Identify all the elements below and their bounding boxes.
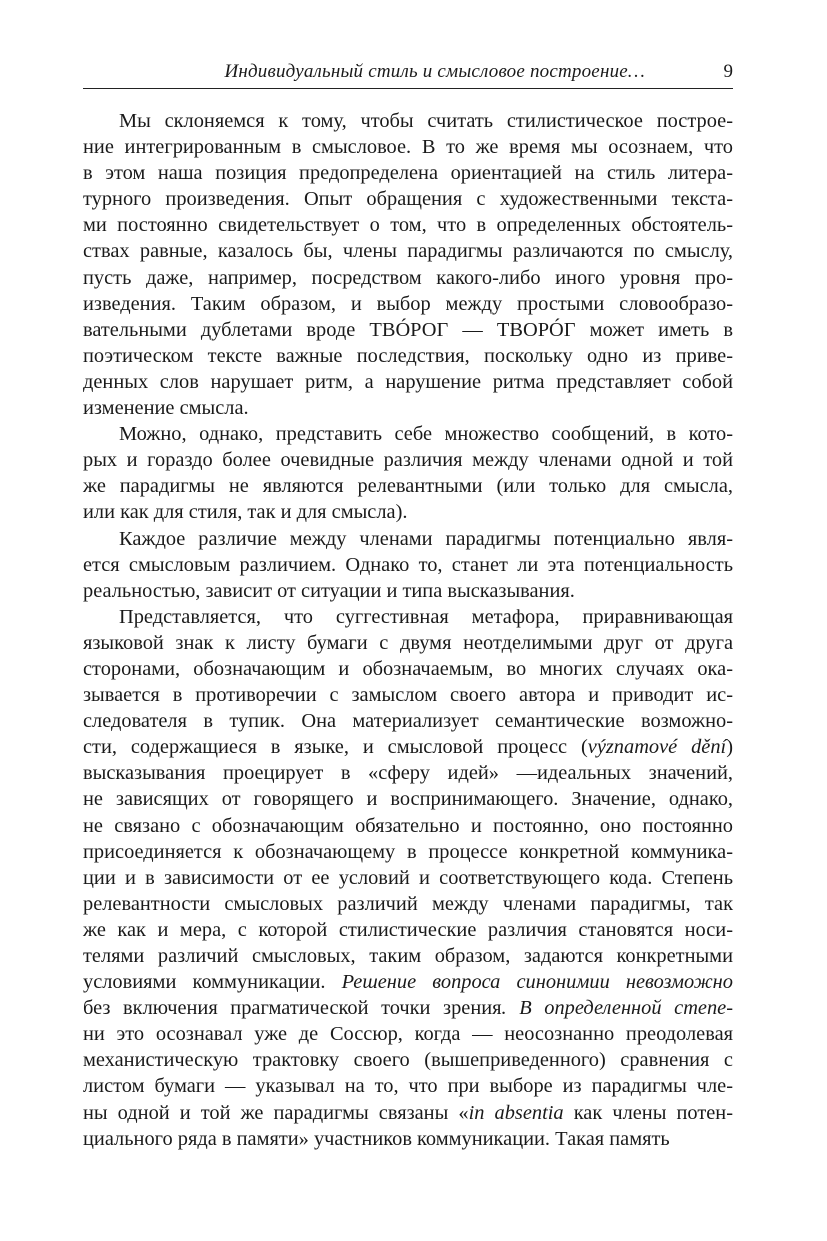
text-line — [83, 578, 733, 604]
paragraph — [83, 526, 733, 604]
text-segment: как члены потен- — [563, 1101, 733, 1124]
text-segment: вательными дублетами вроде ТВÓРОГ — ТВОРÓГ может иметь в — [83, 318, 733, 341]
text-segment: турного произведения. Опыт обращения с художественными текста- — [83, 188, 733, 211]
text-segment: релевантности смысловых различий между членами парадигмы, так — [83, 892, 733, 915]
text-line — [83, 656, 733, 682]
text-segment: изведения. Таким образом, и выбор между простыми словообразо- — [83, 292, 733, 315]
text-segment: высказывания проецирует в «сферу идей» —идеальных значений, — [83, 762, 733, 785]
text-line — [83, 447, 733, 473]
text-segment: присоединяется к обозначающему в процессе конкретной коммуника- — [83, 840, 733, 863]
text-segment: ны одной и той же парадигмы связаны « — [83, 1101, 469, 1124]
text-segment: денных слов нарушает ритм, а нарушение ритма представляет собой — [83, 370, 733, 393]
text-segment: или как для стиля, так и для смысла). — [83, 501, 408, 524]
italic-text: . В определенной степе- — [501, 997, 734, 1020]
text-line — [83, 1021, 733, 1047]
running-title: Индивидуальный стиль и смысловое построение… — [224, 61, 645, 82]
text-segment: зывается в противоречии с замыслом своего автора и приводит ис- — [83, 684, 733, 707]
text-line — [83, 839, 733, 865]
text-segment: изменение смысла. — [83, 397, 249, 420]
text-line — [83, 421, 733, 447]
text-line — [83, 1126, 733, 1152]
text-segment: же парадигмы не являются релевантными (или только для смысла, — [83, 475, 733, 498]
text-segment: сторонами, обозначающим и обозначаемым, во многих случаях ока- — [83, 657, 733, 680]
text-line — [83, 265, 733, 291]
text-segment: циального ряда в памяти» участников коммуникации. Такая память — [83, 1127, 670, 1150]
text-segment: телями различий смысловых, таким образом, задаются конкретными — [83, 945, 733, 967]
text-line — [83, 1047, 733, 1073]
text-line — [83, 917, 733, 943]
text-segment: условиями коммуникации. — [83, 971, 342, 994]
text-segment: же как и мера, с которой стилистические различия становятся носи- — [83, 918, 733, 941]
text-segment: ствах равные, казалось бы, члены парадигмы различаются по смыслу, — [83, 240, 733, 263]
text-line — [83, 552, 733, 578]
text-segment: механистическую трактовку своего (вышеприведенного) сравнения с — [83, 1049, 733, 1072]
text-segment: реальностью, зависит от ситуации и типа высказывания. — [83, 579, 575, 602]
text-line — [83, 708, 733, 734]
text-line — [83, 865, 733, 891]
text-line — [83, 317, 733, 343]
text-line — [83, 186, 733, 212]
text-segment: ется смысловым различием. Однако то, станет ли эта потенциальность — [83, 553, 733, 576]
text-line — [83, 630, 733, 656]
text-segment: не связано с обозначающим обязательно и постоянно, оно постоянно — [83, 814, 733, 837]
text-segment: поэтическом тексте важные последствия, поскольку одно из приве- — [83, 344, 733, 367]
paragraph — [83, 108, 733, 421]
text-line — [83, 473, 733, 499]
text-segment: без включения прагматической точки зрения — [83, 997, 502, 1020]
text-segment: ми постоянно свидетельствует о том, что в определенных обстоятель- — [83, 214, 733, 237]
text-segment: сти, содержащиеся в языке, и смысловой процесс ( — [83, 736, 588, 759]
text-segment: языковой знак к листу бумаги с двумя неотделимыми друг от друга — [83, 631, 733, 654]
page-number: 9 — [723, 61, 733, 82]
text-line — [83, 212, 733, 238]
text-line — [83, 734, 733, 760]
text-line — [83, 369, 733, 395]
text-segment: Каждое различие между членами парадигмы потенциально явля- — [119, 527, 733, 550]
italic-text: významové dění — [587, 736, 727, 759]
text-segment: не зависящих от говорящего и воспринимающего. Значение, однако, — [83, 788, 733, 811]
text-line — [83, 526, 733, 552]
body-text — [83, 108, 733, 1152]
text-segment: ни это осознавал уже де Соссюр, когда — неосознанно преодолевая — [83, 1023, 733, 1046]
text-line — [83, 1073, 733, 1099]
text-segment: листом бумаги — указывал на то, что при выборе из парадигмы чле- — [83, 1075, 733, 1098]
text-line — [83, 499, 733, 525]
paragraph — [83, 604, 733, 1152]
italic-text: in absentia — [468, 1101, 564, 1124]
text-line — [83, 969, 733, 995]
text-segment: ние интегрированным в смысловое. В то же время мы осознаем, что — [83, 136, 733, 159]
running-head — [83, 58, 733, 89]
text-line — [83, 891, 733, 917]
text-line — [83, 813, 733, 839]
text-line — [83, 760, 733, 786]
text-segment: ) — [726, 736, 734, 759]
text-line — [83, 943, 733, 969]
text-segment: в этом наша позиция предопределена ориентацией на стиль литера- — [83, 162, 733, 185]
text-segment: пусть даже, например, посредством какого-либо иного уровня про- — [83, 266, 733, 289]
text-line — [83, 682, 733, 708]
italic-text: Решение вопроса синонимии невозможно — [341, 971, 733, 994]
text-line — [83, 291, 733, 317]
text-line — [83, 160, 733, 186]
text-segment: ции и в зависимости от ее условий и соответствующего кода. Степень — [83, 866, 733, 889]
text-segment: Можно, однако, представить себе множество сообщений, в кото- — [119, 423, 733, 446]
text-line — [83, 604, 733, 630]
text-line — [83, 134, 733, 160]
text-segment: Представляется, что суггестивная метафора, приравнивающая — [119, 605, 733, 628]
text-line — [83, 995, 733, 1021]
text-line — [83, 786, 733, 812]
text-segment: Мы склоняемся к тому, чтобы считать стилистическое построе- — [119, 110, 733, 132]
text-line — [83, 343, 733, 369]
text-line — [83, 238, 733, 264]
text-segment: следователя в тупик. Она материализует семантические возможно- — [83, 710, 733, 733]
text-line — [83, 395, 733, 421]
text-segment: рых и гораздо более очевидные различия между членами одной и той — [83, 449, 733, 472]
text-line — [83, 108, 733, 134]
text-line — [83, 1100, 733, 1126]
paragraph — [83, 421, 733, 525]
